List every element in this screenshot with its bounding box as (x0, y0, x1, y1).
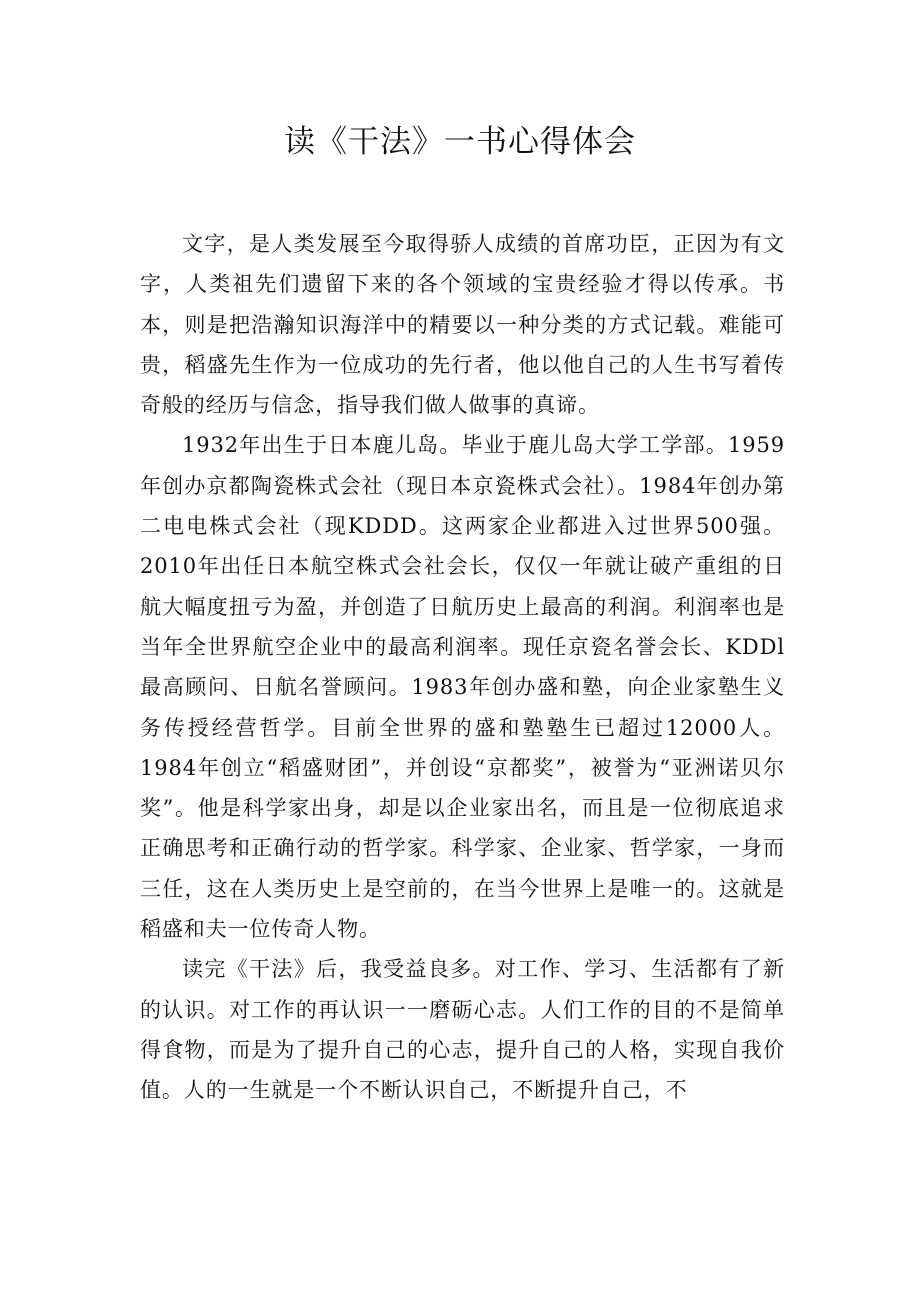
paragraph-biography: 1932年出生于日本鹿儿岛。毕业于鹿儿岛大学工学部。1959年创办京都陶瓷株式会社（现日本京瓷株式会社）。1984年创办第二电电株式会社（现KDDD。这两家企业都进入过世界500强。2010年出任日本航空株式会社会长，仅仅一年就让破产重组的日航大幅度扭亏为盈，并创造了日航历史上最高的利润。利润率也是当年全世界航空企业中的最高利润率。现任京瓷名誉会长、KDDl最高顾问、日航名誉顾问。1983年创办盛和塾，向企业家塾生义务传授经营哲学。目前全世界的盛和塾塾生已超过12000人。1984年创立“稻盛财团”，并创设“京都奖”，被誉为“亚洲诺贝尔奖”。他是科学家出身，却是以企业家出名，而且是一位彻底追求正确思考和正确行动的哲学家。科学家、企业家、哲学家，一身而三任，这在人类历史上是空前的，在当今世界上是唯一的。这就是稻盛和夫一位传奇人物。 (140, 433, 785, 942)
paragraph-intro: 文字，是人类发展至今取得骄人成绩的首席功臣，正因为有文字，人类祖先们遗留下来的各个领域的宝贵经验才得以传承。书本，则是把浩瀚知识海洋中的精要以一种分类的方式记载。难能可贵，稻盛先生作为一位成功的先行者，他以他自己的人生书写着传奇般的经历与信念，指导我们做人做事的真谛。 (140, 232, 785, 418)
document-body (140, 224, 785, 1111)
paragraph-reflection: 读完《干法》后，我受益良多。对工作、学习、生活都有了新的认识。对工作的再认识一一磨砺心志。人们工作的目的不是简单得食物，而是为了提升自己的心志，提升自己的人格，实现自我价值。人的一生就是一个不断认识自己，不断提升自己，不 (140, 957, 785, 1103)
document-title: 读《干法》一书心得体会 (284, 124, 636, 160)
